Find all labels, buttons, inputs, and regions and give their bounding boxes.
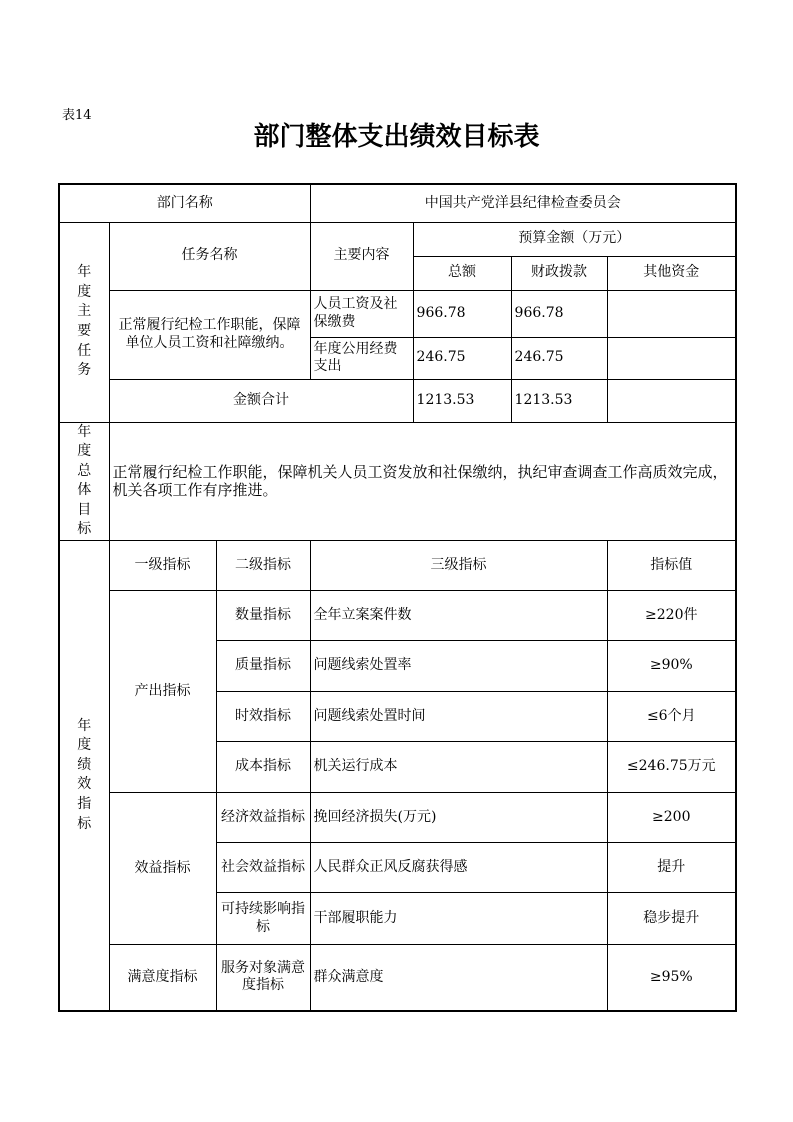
value-cell: 稳步提升	[607, 893, 736, 945]
overall-goal-text: 正常履行纪检工作职能，保障机关人员工资发放和社保缴纳，执纪审查调查工作高质效完成，机关各项工作有序推进。	[109, 422, 736, 541]
level2-cell: 社会效益指标	[216, 843, 310, 893]
content-cell: 年度公用经费支出	[310, 337, 413, 379]
fiscal-header: 财政拨款	[511, 256, 607, 290]
level3-cell: 全年立案案件数	[310, 591, 607, 641]
level3-cell: 人民群众正风反腐获得感	[310, 843, 607, 893]
total-cell: 966.78	[413, 290, 511, 337]
main-content-header: 主要内容	[310, 222, 413, 290]
level3-cell: 问题线索处置时间	[310, 692, 607, 742]
overall-goal-side-label: 年度总体目标	[59, 422, 109, 541]
other-cell	[607, 337, 736, 379]
output-indicator-label: 产出指标	[109, 591, 216, 793]
value-cell: 提升	[607, 843, 736, 893]
department-value: 中国共产党洋县纪律检查委员会	[310, 184, 736, 222]
fiscal-cell: 966.78	[511, 290, 607, 337]
task-name-header: 任务名称	[109, 222, 310, 290]
level3-cell: 干部履职能力	[310, 893, 607, 945]
value-cell: ≥220件	[607, 591, 736, 641]
sum-other	[607, 379, 736, 422]
level2-cell: 时效指标	[216, 692, 310, 742]
performance-table	[58, 183, 737, 1012]
fiscal-cell: 246.75	[511, 337, 607, 379]
level2-cell: 经济效益指标	[216, 793, 310, 843]
level3-cell: 问题线索处置率	[310, 641, 607, 692]
content-cell: 人员工资及社保缴费	[310, 290, 413, 337]
value-cell: ≥90%	[607, 641, 736, 692]
level2-cell: 成本指标	[216, 742, 310, 793]
page-title: 部门整体支出绩效目标表	[253, 122, 540, 152]
annual-tasks-side-label: 年度主要任务	[59, 222, 109, 422]
level3-cell: 机关运行成本	[310, 742, 607, 793]
level2-cell: 服务对象满意度指标	[216, 945, 310, 1011]
value-cell: ≥200	[607, 793, 736, 843]
value-header: 指标值	[607, 541, 736, 591]
value-cell: ≤6个月	[607, 692, 736, 742]
benefit-indicator-label: 效益指标	[109, 793, 216, 945]
level3-header: 三级指标	[310, 541, 607, 591]
level3-cell: 群众满意度	[310, 945, 607, 1011]
value-cell: ≥95%	[607, 945, 736, 1011]
level2-cell: 数量指标	[216, 591, 310, 641]
indicators-side-label: 年度绩效指标	[59, 541, 109, 1011]
sum-total: 1213.53	[413, 379, 511, 422]
level2-cell: 可持续影响指标	[216, 893, 310, 945]
department-label: 部门名称	[59, 184, 310, 222]
satisfaction-indicator-label: 满意度指标	[109, 945, 216, 1011]
total-header: 总额	[413, 256, 511, 290]
sum-label: 金额合计	[109, 379, 413, 422]
level3-cell: 挽回经济损失(万元)	[310, 793, 607, 843]
task-name-value: 正常履行纪检工作职能，保障单位人员工资和社障缴纳。	[109, 290, 310, 379]
level2-header: 二级指标	[216, 541, 310, 591]
other-cell	[607, 290, 736, 337]
value-cell: ≤246.75万元	[607, 742, 736, 793]
table-number: 表14	[62, 108, 92, 123]
other-header: 其他资金	[607, 256, 736, 290]
level2-cell: 质量指标	[216, 641, 310, 692]
total-cell: 246.75	[413, 337, 511, 379]
level1-header: 一级指标	[109, 541, 216, 591]
budget-header: 预算金额（万元）	[413, 222, 736, 256]
sum-fiscal: 1213.53	[511, 379, 607, 422]
